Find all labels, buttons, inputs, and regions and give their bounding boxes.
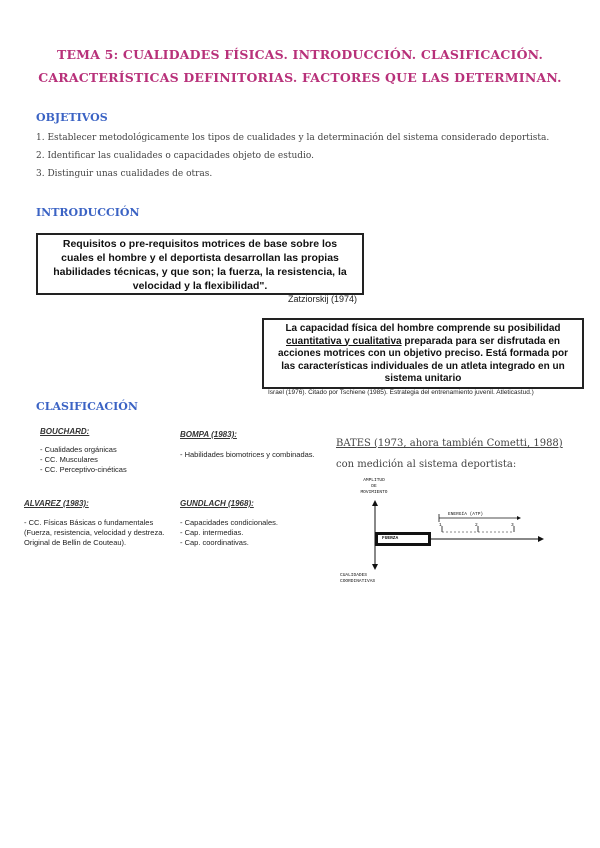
bouchard-item-2: - CC. Musculares [40, 455, 98, 464]
quote2-line-3: acciones motrices con un objetivo preciso. Está formada por [277, 348, 569, 359]
bouchard-item-3: - CC. Perceptivo-cinéticas [40, 465, 127, 474]
quote2-line-2-rest: preparada para ser disfrutada en [401, 335, 560, 347]
gundlach-item-1: - Capacidades condicionales. [180, 518, 278, 527]
objetivo-item-2: 2. Identificar las cualidades o capacidades objeto de estudio. [36, 151, 315, 161]
quote2-line-4: las características individuales de un atleta integrado en un [281, 360, 565, 372]
quote-zatziorskij-box [36, 233, 364, 295]
diagram-bottom-label-1: CUALIDADES [340, 573, 368, 578]
diagram-top-label-1: AMPLITUD [363, 478, 385, 483]
page-title-line-2: CARACTERÍSTICAS DEFINITORIAS. FACTORES QUE LAS DETERMINAN. [38, 70, 562, 85]
diagram-top-label-3: MOVIMIENTO [360, 490, 388, 495]
diagram-bottom-label [340, 573, 375, 585]
bouchard-list [40, 445, 127, 475]
alvarez-list [24, 518, 164, 548]
quote2-line-2 [264, 336, 582, 349]
alvarez-item-2: (Fuerza, resistencia, velocidad y destreza. [24, 528, 165, 537]
objetivos-heading: OBJETIVOS [36, 111, 108, 124]
objetivo-item-3: 3. Distinguir unas cualidades de otras. [36, 169, 213, 179]
diagram-top-label [344, 478, 404, 496]
alvarez-heading: ALVAREZ (1983): [24, 499, 89, 508]
diagram-down-arrow-icon [372, 564, 378, 570]
diagram-bottom-label-2: COORDINATIVAS [340, 579, 376, 584]
quote1-line-2: cuales el hombre y el deportista desarrollan las propias [61, 252, 339, 264]
diagram-top-label-2: DE [371, 484, 377, 489]
alvarez-item-3: Original de Bellin de Couteau). [24, 538, 127, 547]
quote1-author: Zatziorskij (1974) [288, 294, 358, 304]
gundlach-item-3: - Cap. coordinativas. [180, 538, 249, 547]
quote2-citation: Israel (1976). Citado por Tschiene (1985). Estrategia del entrenamiento juvenil. Atleticastud.) [268, 389, 534, 396]
quote-israel-box [262, 318, 584, 389]
diagram-tick-label-3: 3 [511, 523, 514, 528]
quote2-line-1: La capacidad física del hombre comprende su posibilidad [285, 323, 561, 334]
diagram-right-arrow-icon [538, 536, 544, 542]
quote1-line-3: habilidades técnicas, y que son; la fuerza, la resistencia, la [53, 266, 347, 278]
bouchard-item-1: - Cualidades orgánicas [40, 445, 117, 454]
gundlach-list [180, 518, 278, 548]
diagram-energia-label: ENERGÍA (ATP) [448, 512, 484, 517]
clasificacion-heading: CLASIFICACIÓN [36, 400, 138, 413]
quote2-line-5: sistema unitario [384, 373, 462, 384]
alvarez-item-1: - CC. Físicas Básicas o fundamentales [24, 518, 154, 527]
diagram-up-arrow-icon [372, 500, 378, 506]
quote1-line-1: Requisitos o pre-requisitos motrices de base sobre los [62, 238, 338, 250]
bates-heading: BATES (1973, ahora también Cometti, 1988) [336, 438, 563, 449]
gundlach-heading: GUNDLACH (1968): [180, 499, 254, 508]
diagram-fuerza-label: FUERZA [382, 536, 399, 541]
objetivo-item-1: 1. Establecer metodológicamente los tipos de cualidades y la determinación del sistema considerado deportista. [36, 133, 550, 143]
bates-diagram [330, 476, 570, 591]
introduccion-heading: INTRODUCCIÓN [36, 206, 140, 219]
bates-subtitle: con medición al sistema deportista: [336, 459, 517, 470]
diagram-energia-arrow-icon [517, 516, 521, 520]
quote2-underlined: cuantitativa y cualitativa [285, 335, 402, 347]
diagram-tick-label-1: 1 [439, 523, 442, 528]
bompa-item-1: - Habilidades biomotrices y combinadas. [180, 450, 315, 459]
page-title-line-1: TEMA 5: CUALIDADES FÍSICAS. INTRODUCCIÓN. CLASIFICACIÓN. [56, 47, 544, 62]
bouchard-heading: BOUCHARD: [40, 427, 90, 436]
bompa-heading: BOMPA (1983): [180, 430, 237, 439]
gundlach-item-2: - Cap. intermedias. [180, 528, 244, 537]
quote1-line-4: velocidad y la flexibilidad". [132, 280, 268, 292]
diagram-tick-label-2: 2 [475, 523, 478, 528]
